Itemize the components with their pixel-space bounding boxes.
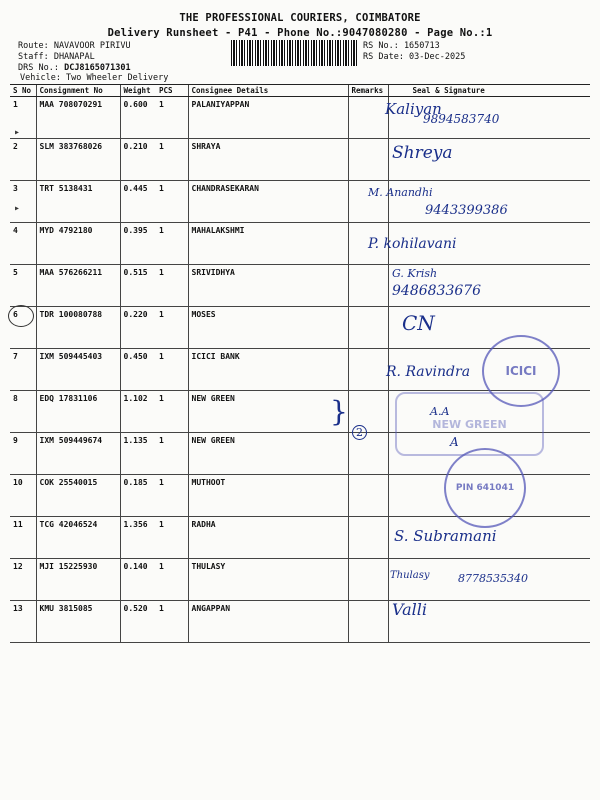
new-green-stamp: NEW GREEN (395, 392, 544, 456)
cell-consignee: NEW GREEN (188, 433, 348, 475)
cell-consignment: IXM 509445403 (36, 349, 120, 391)
signature-13: Valli (392, 600, 427, 619)
table-header-row (10, 85, 590, 97)
signature-6: CN (402, 311, 435, 335)
cell-sno: 9 (10, 433, 36, 475)
cell-sno: 4 (10, 223, 36, 265)
signature-7: R. Ravindra (386, 364, 471, 380)
cell-sno: 12 (10, 559, 36, 601)
cell-consignment: TRT 5138431 (36, 181, 120, 223)
cell-remarks (348, 559, 388, 601)
signature-5: G. Krish (392, 267, 438, 280)
rs-date: RS Date: 03-Dec-2025 (363, 52, 466, 62)
cell-remarks (348, 349, 388, 391)
signature-5-phone: 9486833676 (392, 283, 482, 299)
cell-remarks (348, 601, 388, 643)
cell-consignment: MYD 4792180 (36, 223, 120, 265)
circled-row-number (8, 305, 34, 327)
signature-9: A (450, 435, 459, 449)
margin-mark: ▸ (14, 203, 21, 214)
cell-weight: 1.135 (120, 433, 156, 475)
col-remarks: Remarks (348, 85, 388, 97)
cell-consignment: KMU 3815085 (36, 601, 120, 643)
cell-consignee: CHANDRASEKARAN (188, 181, 348, 223)
signature-3: M. Anandhi (368, 186, 433, 199)
cell-consignee: ICICI BANK (188, 349, 348, 391)
cell-consignment: TCG 42046524 (36, 517, 120, 559)
cell-remarks (348, 139, 388, 181)
cell-consignee: ANGAPPAN (188, 601, 348, 643)
col-consignee: Consignee Details (188, 85, 348, 97)
cell-sno: 10 (10, 475, 36, 517)
table-row (10, 601, 590, 643)
cell-weight: 1.356 (120, 517, 156, 559)
cell-consignment: SLM 383768026 (36, 139, 120, 181)
cell-sno: 11 (10, 517, 36, 559)
icici-stamp: ICICI (482, 335, 560, 407)
cell-consignee: SHRAYA (188, 139, 348, 181)
cell-consignment: TDR 100080788 (36, 307, 120, 349)
signature-2: Shreya (392, 143, 453, 163)
drs-value: DCJ8165071301 (64, 63, 131, 73)
cell-remarks (348, 517, 388, 559)
cell-consignee: MAHALAKSHMI (188, 223, 348, 265)
cell-consignee: MUTHOOT (188, 475, 348, 517)
page-subtitle: Delivery Runsheet - P41 - Phone No.:9047080280 - Page No.:1 (107, 27, 493, 39)
cell-consignment: MJI 15225930 (36, 559, 120, 601)
cell-pcs: 1 (156, 349, 188, 391)
cell-consignment: EDQ 17831106 (36, 391, 120, 433)
cell-pcs: 1 (156, 517, 188, 559)
cell-remarks (348, 265, 388, 307)
page-title: THE PROFESSIONAL COURIERS, COIMBATORE (179, 12, 421, 24)
col-pcs: PCS (156, 85, 188, 97)
table-row (10, 139, 590, 181)
vehicle: Vehicle: Two Wheeler Delivery (20, 73, 169, 83)
col-weight: Weight (120, 85, 156, 97)
signature-3-phone: 9443399386 (425, 203, 508, 218)
signature-11: S. Subramani (394, 527, 497, 545)
cell-pcs: 1 (156, 559, 188, 601)
cell-sno: 7 (10, 349, 36, 391)
cell-pcs: 1 (156, 223, 188, 265)
cell-remarks (348, 475, 388, 517)
col-consignment: Consignment No (36, 85, 120, 97)
cell-sno: 5 (10, 265, 36, 307)
cell-consignment: COK 25540015 (36, 475, 120, 517)
cell-pcs: 1 (156, 307, 188, 349)
cell-weight: 0.515 (120, 265, 156, 307)
cell-pcs: 1 (156, 433, 188, 475)
cell-weight: 0.450 (120, 349, 156, 391)
cell-consignment: MAA 708070291 (36, 97, 120, 139)
cell-weight: 0.395 (120, 223, 156, 265)
cell-consignment: MAA 576266211 (36, 265, 120, 307)
barcode-image (231, 40, 357, 66)
cell-weight: 1.102 (120, 391, 156, 433)
margin-mark: ▸ (14, 127, 21, 138)
cell-pcs: 1 (156, 265, 188, 307)
cell-consignee: THULASY (188, 559, 348, 601)
table-row (10, 265, 590, 307)
col-signature: Seal & Signature (388, 85, 590, 97)
remarks-bracket: } (330, 395, 348, 428)
cell-remarks (348, 307, 388, 349)
cell-weight: 0.520 (120, 601, 156, 643)
signature-1-phone: 9894583740 (423, 112, 500, 126)
route: Route: NAVAVOOR PIRIVU (18, 41, 131, 51)
cell-sno: 8 (10, 391, 36, 433)
muthoot-stamp: PIN 641041 (444, 448, 526, 528)
cell-pcs: 1 (156, 475, 188, 517)
cell-pcs: 1 (156, 139, 188, 181)
cell-weight: 0.600 (120, 97, 156, 139)
cell-consignee: NEW GREEN (188, 391, 348, 433)
cell-consignee: MOSES (188, 307, 348, 349)
cell-remarks (348, 433, 388, 475)
cell-remarks (348, 97, 388, 139)
cell-weight: 0.220 (120, 307, 156, 349)
cell-pcs: 1 (156, 391, 188, 433)
drs-number (18, 63, 131, 73)
signature-12-phone: 8778535340 (458, 572, 528, 585)
cell-pcs: 1 (156, 601, 188, 643)
cell-sno: 1 (10, 97, 36, 139)
cell-consignee: PALANIYAPPAN (188, 97, 348, 139)
cell-sno: 3 (10, 181, 36, 223)
cell-consignee: SRIVIDHYA (188, 265, 348, 307)
rs-number: RS No.: 1650713 (363, 41, 440, 51)
cell-pcs: 1 (156, 97, 188, 139)
signature-12: Thulasy (390, 570, 430, 581)
signature-8: A.A (430, 405, 450, 418)
cell-sno: 6 (10, 307, 36, 349)
cell-weight: 0.210 (120, 139, 156, 181)
signature-1: Kaliyan (385, 100, 442, 118)
cell-weight: 0.140 (120, 559, 156, 601)
table-row (10, 97, 590, 139)
cell-weight: 0.445 (120, 181, 156, 223)
staff: Staff: DHANAPAL (18, 52, 95, 62)
table-row (10, 223, 590, 265)
cell-sno: 2 (10, 139, 36, 181)
cell-weight: 0.185 (120, 475, 156, 517)
cell-sno: 13 (10, 601, 36, 643)
col-sno: S No (10, 85, 36, 97)
signature-4: P. kohilavani (368, 236, 457, 252)
remarks-mark: 2 (352, 425, 367, 440)
cell-consignee: RADHA (188, 517, 348, 559)
cell-consignment: IXM 509449674 (36, 433, 120, 475)
drs-label: DRS No.: (18, 63, 59, 73)
cell-pcs: 1 (156, 181, 188, 223)
